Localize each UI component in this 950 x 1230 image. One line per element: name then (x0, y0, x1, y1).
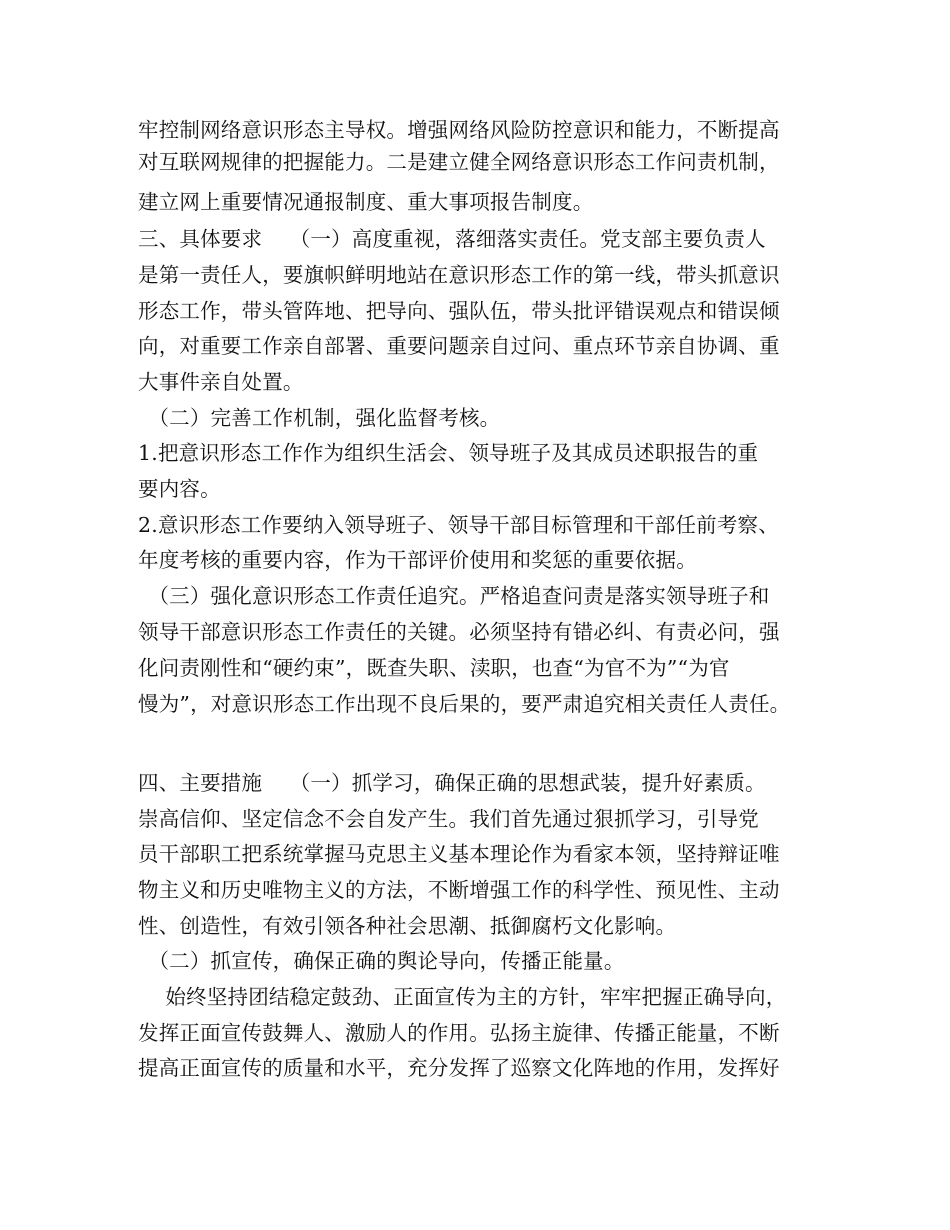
text-line: 性、创造性，有效引领各种社会思潮、抵御腐朽文化影响。 (138, 914, 677, 938)
text-line: 是第一责任人，要旗帜鲜明地站在意识形态工作的第一线，带头抓意识 (138, 263, 780, 287)
text-line: 提高正面宣传的质量和水平，充分发挥了巡察文化阵地的作用，发挥好 (138, 1056, 780, 1080)
text-line: 大事件亲自处置。 (138, 370, 304, 394)
text-line: 始终坚持团结稳定鼓劲、正面宣传为主的方针，牢牢把握正确导向， (138, 985, 787, 1009)
text-line: 化问责刚性和“硬约束”，既查失职、渎职，也查“为官不为”“为官 (138, 656, 730, 680)
text-line: 物主义和历史唯物主义的方法，不断增强工作的科学性、预见性、主动 (138, 878, 780, 902)
text-line: 形态工作，带头管阵地、把导向、强队伍，带头批评错误观点和错误倾 (138, 299, 780, 323)
text-line: 要内容。 (138, 477, 221, 501)
section-heading-line: 四、主要措施 （一）抓学习，确保正确的思想武装，提升好素质。 (138, 771, 766, 795)
text-line: 向，对重要工作亲自部署、重要问题亲自过问、重点环节亲自协调、重 (138, 334, 780, 358)
subheading-line: （三）强化意识形态工作责任追究。严格追查问责是落实领导班子和 (138, 584, 770, 608)
text-line: 员干部职工把系统掌握马克思主义基本理论作为看家本领，坚持辩证唯 (138, 842, 780, 866)
text-line: 2.意识形态工作要纳入领导班子、领导干部目标管理和干部任前考察、 (138, 513, 779, 537)
text-line: 慢为”，对意识形态工作出现不良后果的，要严肃追究相关责任人责任。 (138, 692, 791, 716)
text-line: 领导干部意识形态工作责任的关键。必须坚持有错必纠、有责必问，强 (138, 620, 780, 644)
text-line: 1.把意识形态工作作为组织生活会、领导班子及其成员述职报告的重 (138, 441, 759, 465)
text-line: 年度考核的重要内容，作为干部评价使用和奖惩的重要依据。 (138, 548, 697, 572)
text-line: 牢控制网络意识形态主导权。增强网络风险防控意识和能力，不断提高 (138, 118, 780, 142)
subheading-line: （二）完善工作机制，强化监督考核。 (138, 406, 501, 430)
text-line: 建立网上重要情况通报制度、重大事项报告制度。 (138, 190, 594, 214)
text-line: 发挥正面宣传鼓舞人、激励人的作用。弘扬主旋律、传播正能量，不断 (138, 1021, 780, 1045)
subheading-line: （二）抓宣传，确保正确的舆论导向，传播正能量。 (138, 949, 625, 973)
section-heading-line: 三、具体要求 （一）高度重视，落细落实责任。党支部主要负责人 (138, 227, 766, 251)
text-line: 对互联网规律的把握能力。二是建立健全网络意识形态工作问责机制， (138, 150, 780, 174)
text-line: 崇高信仰、坚定信念不会自发产生。我们首先通过狠抓学习，引导党 (138, 807, 759, 831)
